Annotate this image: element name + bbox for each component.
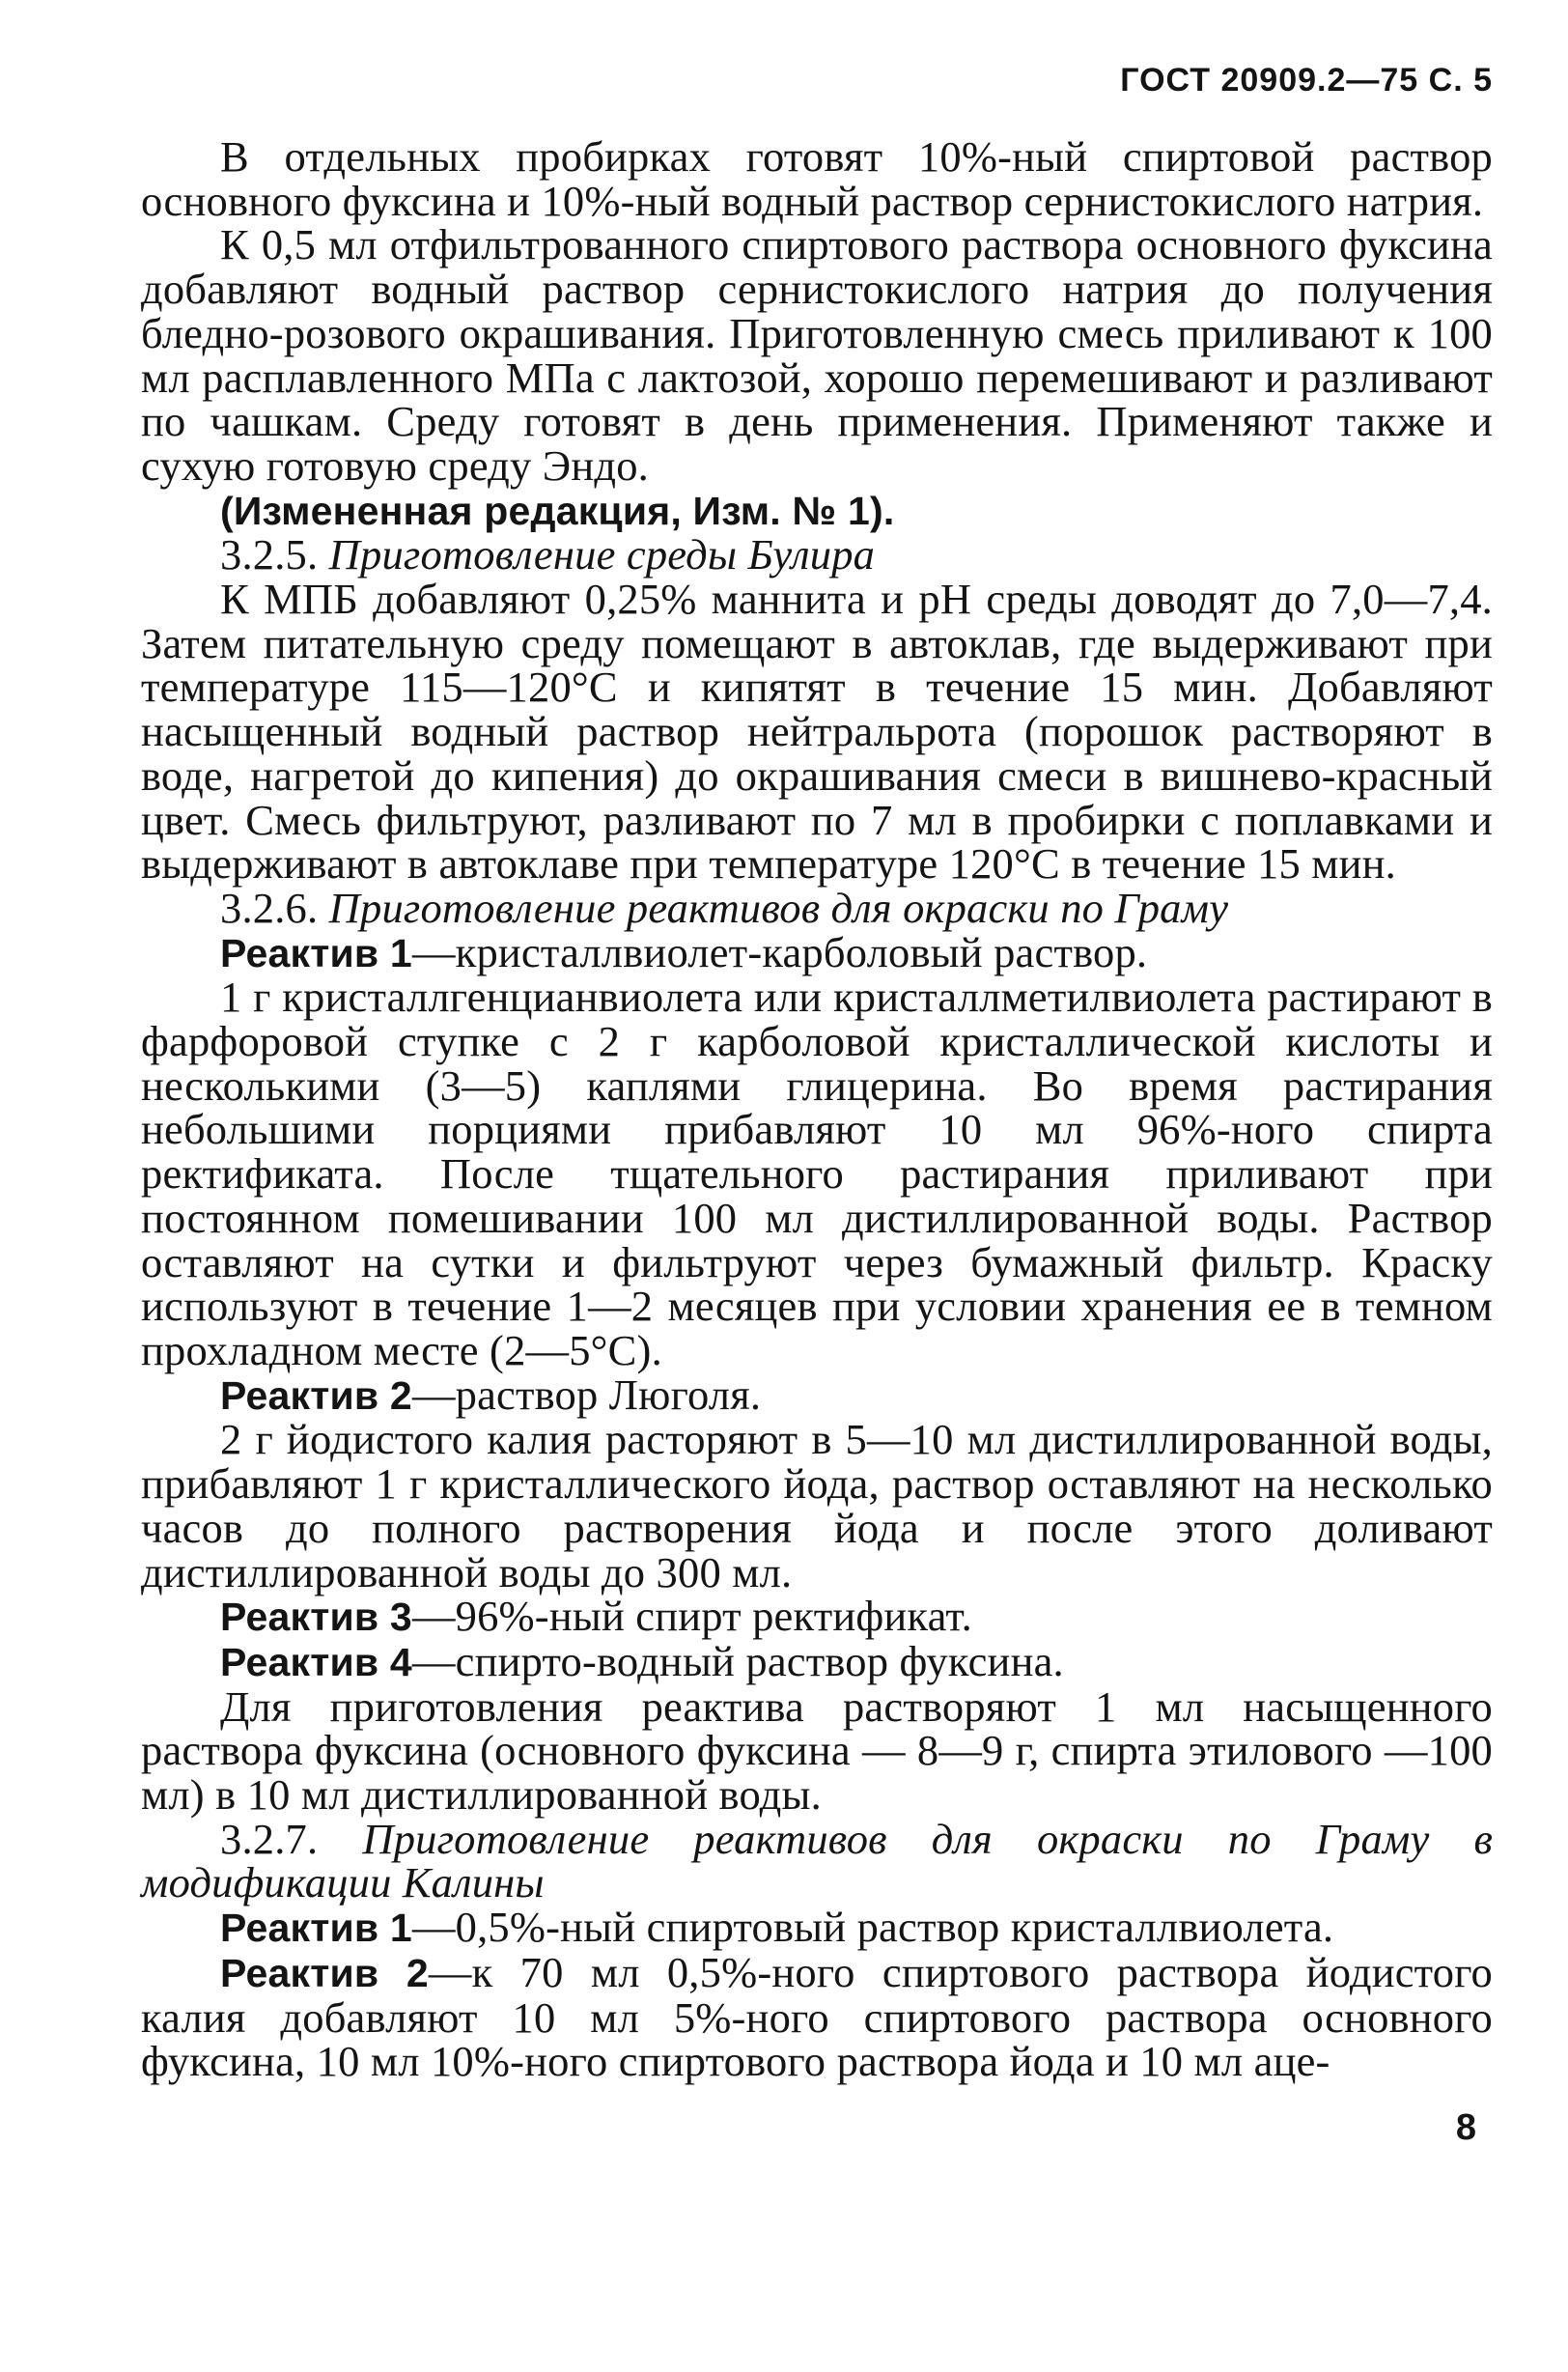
reagent-label: Реактив 3 [220,1595,412,1640]
paragraph-fuchsin-prep: В отдельных пробирках готовят 10%-ный спиртовой раствор основного фуксина и 10%-ный водный раствор сернистокислого натрия. [141,132,1493,225]
amendment-note [141,489,1493,534]
section-3-2-5-heading [141,530,1493,579]
reagent-description: —раствор Люголя. [411,1370,762,1419]
section-number: 3.2.7. [220,1814,319,1863]
running-head: ГОСТ 20909.2—75 С. 5 [1120,62,1493,99]
reagent-3-line [141,1592,1493,1641]
reagent-label: Реактив 4 [220,1639,412,1684]
section-title: Приготовление реактивов для окраски по Граму [328,883,1229,932]
section-3-2-7-heading [141,1814,1494,1907]
reagent-description: —96%-ный спирт ректификат. [411,1592,973,1641]
paragraph-endo-medium: К 0,5 мл отфильтрованного спиртового раствора основного фуксина добавляют водный раствор сернистокислого натрия до получения бледно-розового окрашивания. Приготовленную смесь приливают к 100 мл расплавленного МПа с лактозой, хорошо перемешивают и разливают по чашкам. Среду готовят в день применения. Применяют также и сухую готовую среду Эндо. [141,220,1493,490]
paragraph-reagent-4-prep: Для приготовления реактива растворяют 1 мл насыщенного раствора фуксина (основного фуксина — 8—9 г, спирта этилового —100 мл) в 10 мл дистиллированной воды. [141,1681,1493,1820]
page-number: 8 [1455,2107,1476,2148]
document-body [141,132,1494,2086]
kalina-reagent-2-line [141,1947,1493,2086]
reagent-label: Реактив 1 [220,930,412,975]
section-number: 3.2.5. [220,530,319,579]
section-title: Приготовление среды Булира [328,530,876,579]
reagent-1-line [141,927,1493,976]
kalina-reagent-1-line [141,1903,1493,1952]
paragraph-reagent-2-prep: 2 г йодистого калия расторяют в 5—10 мл дистиллированной воды, прибавляют 1 г кристаллического йода, раствор оставляют на несколько часов до полного растворения йода и после этого доливают дистиллированной воды до 300 мл. [141,1415,1493,1596]
reagent-description: —0,5%-ный спиртовый раствор кристаллвиолета. [411,1903,1334,1952]
paragraph-reagent-1-prep: 1 г кристаллгенцианвиолета или кристаллметилвиолета растирают в фарфоровой ступке с 2 г карболовой кристаллической кислоты и несколькими (3—5) каплями глицерина. Во время растирания небольшими порциями прибавляют 10 мл 96%-ного спирта ректификата. После тщательного растирания приливают при постоянном помешивании 100 мл дистиллированной воды. Раствор оставляют на сутки и фильтруют через бумажный фильтр. Краску используют в течение 1—2 месяцев при условии хранения ее в темном прохладном месте (2—5°С). [141,973,1493,1374]
section-title: Приготовление реактивов для окраски по Граму в модификации Калины [141,1814,1494,1907]
reagent-4-line [141,1636,1493,1685]
paragraph-bulir-medium: К МПБ добавляют 0,25% маннита и рН среды доводят до 7,0—7,4. Затем питательную среду помещают в автоклав, где выдерживают при температуре 115—120°С и кипятят в течение 15 мин. Добавляют насыщенный водный раствор нейтральрота (порошок растворяют в воде, нагретой до кипения) до окрашивания смеси в вишнево-красный цвет. Смесь фильтруют, разливают по 7 мл в пробирки с поплавками и выдерживают в автоклаве при температуре 120°С в течение 15 мин. [141,575,1493,889]
reagent-description: —к 70 мл 0,5%-ного спиртового раствора йодистого калия добавляют 10 мл 5%-ного спиртового раствора основного фуксина, 10 мл 10%-ного спиртового раствора йода и 10 мл аце- [141,1947,1493,2086]
reagent-label: Реактив 2 [220,1372,412,1418]
section-number: 3.2.6. [220,883,319,932]
reagent-description: —спирто-водный раствор фуксина. [411,1636,1064,1685]
reagent-label: Реактив 1 [220,1906,412,1951]
reagent-label: Реактив 2 [220,1950,429,1995]
section-3-2-6-heading [141,883,1493,932]
reagent-description: —кристаллвиолет-карболовый раствор. [411,927,1148,976]
reagent-2-line [141,1370,1493,1419]
amendment-text: (Измененная редакция, Изм. № 1). [220,488,895,533]
